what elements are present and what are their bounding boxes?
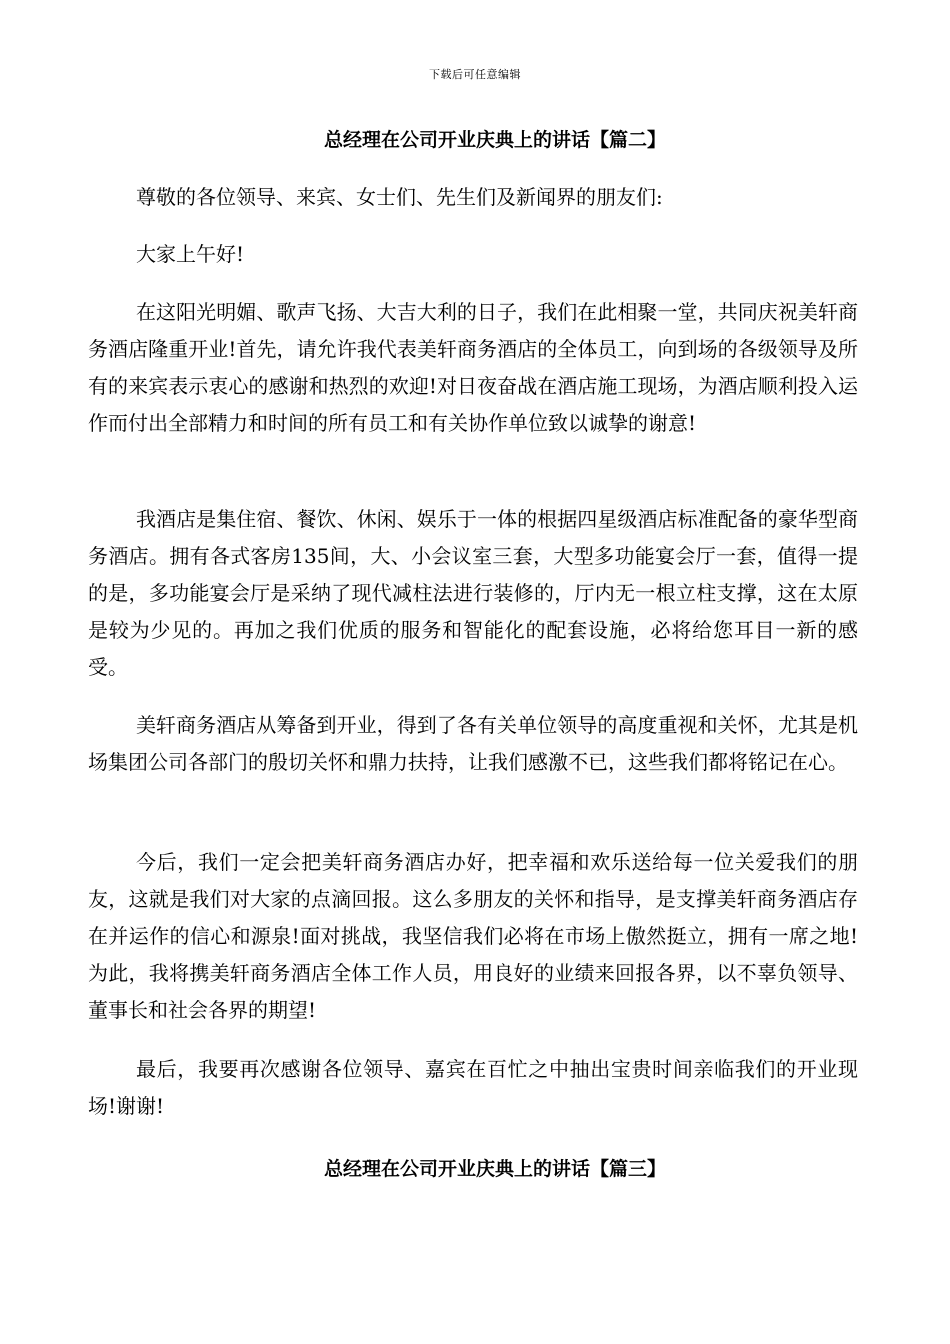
salutation-paragraph: 尊敬的各位领导、来宾、女士们、先生们及新闻界的朋友们:	[136, 185, 663, 209]
header-note: 下载后可任意编辑	[429, 68, 521, 81]
thanks-support-paragraph: 美轩商务酒店从筹备到开业，得到了各有关单位领导的高度重视和关怀，尤其是机场集团公司各部门的殷切关怀和鼎力扶持，让我们感激不已，这些我们都将铭记在心。	[88, 713, 858, 774]
future-commitment-paragraph: 今后，我们一定会把美轩商务酒店办好，把幸福和欢乐送给每一位关爱我们的朋友，这就是我们对大家的点滴回报。这么多朋友的关怀和指导，是支撑美轩商务酒店存在并运作的信心和源泉!面对挑战，我坚信我们必将在市场上傲然挺立，拥有一席之地!为此，我将携美轩商务酒店全体工作人员，用良好的业绩来回报各界，以不辜负领导、董事长和社会各界的期望!	[88, 850, 858, 1022]
closing-paragraph: 最后，我要再次感谢各位领导、嘉宾在百忙之中抽出宝贵时间亲临我们的开业现场!谢谢!	[88, 1057, 858, 1118]
section-title-part-two: 总经理在公司开业庆典上的讲话【篇二】	[323, 129, 666, 151]
greeting-paragraph: 大家上午好!	[136, 242, 245, 266]
hotel-intro-paragraph: 我酒店是集住宿、餐饮、休闲、娱乐于一体的根据四星级酒店标准配备的豪华型商务酒店。拥有各式客房135间，大、小会议室三套，大型多功能宴会厅一套，值得一提的是，多功能宴会厅是采纳了现代减柱法进行装修的，厅内无一根立柱支撑，这在太原是较为少见的。再加之我们优质的服务和智能化的配套设施，必将给您耳目一新的感受。	[88, 507, 858, 679]
section-title-part-three: 总经理在公司开业庆典上的讲话【篇三】	[323, 1158, 666, 1180]
opening-paragraph: 在这阳光明媚、歌声飞扬、大吉大利的日子，我们在此相聚一堂，共同庆祝美轩商务酒店隆重开业!首先，请允许我代表美轩商务酒店的全体员工，向到场的各级领导及所有的来宾表示衷心的感谢和热烈的欢迎!对日夜奋战在酒店施工现场，为酒店顺利投入运作而付出全部精力和时间的所有员工和有关协作单位致以诚挚的谢意!	[88, 300, 858, 435]
